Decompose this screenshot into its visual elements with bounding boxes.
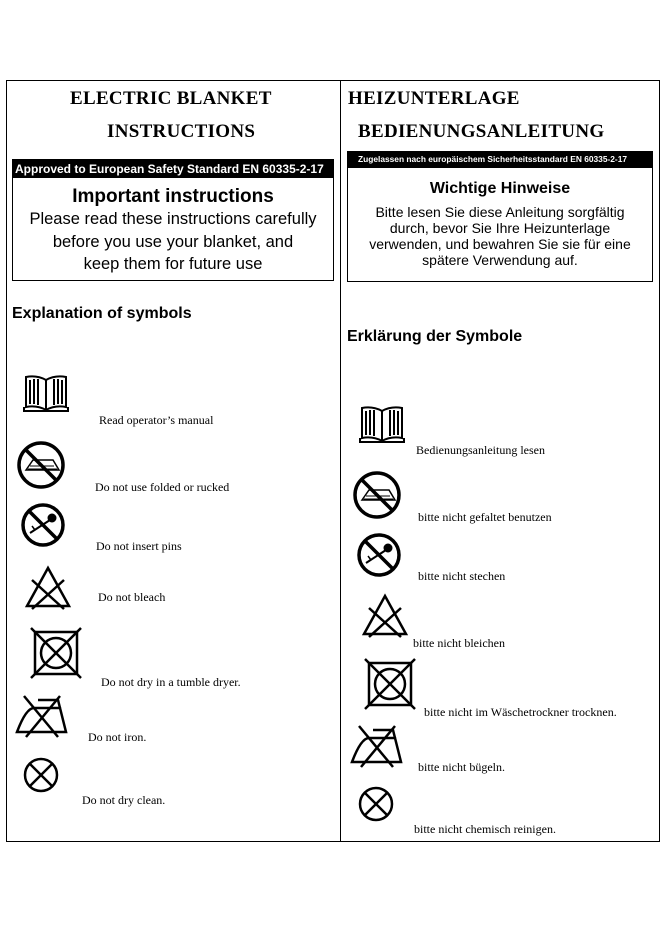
no-tumble-dry-icon (364, 658, 416, 710)
en-approval-banner (12, 159, 334, 178)
de-symbol-label-6: bitte nicht bügeln. (418, 760, 505, 774)
en-important-heading: Important instructions (72, 186, 274, 207)
en-symbol-label-5: Do not dry in a tumble dryer. (101, 675, 241, 689)
de-approval-text: Zugelassen nach europäischem Sicherheitsstandard EN 60335-2-17 (358, 154, 628, 164)
no-dry-clean-icon (22, 756, 60, 794)
de-important-line-3: verwenden, und bewahren Sie sie für eine (369, 236, 631, 252)
no-pins-icon (20, 502, 66, 548)
no-tumble-dry-icon (30, 627, 82, 679)
no-pins-icon (356, 532, 402, 578)
de-important-line-4: spätere Verwendung auf. (422, 252, 578, 268)
de-symbols-heading: Erklärung der Symbole (347, 328, 523, 345)
en-symbol-label-1: Read operator’s manual (99, 413, 214, 427)
en-important-line-2: before you use your blanket, and (52, 232, 294, 251)
en-symbols-heading: Explanation of symbols (12, 305, 192, 322)
no-folding-icon (352, 470, 402, 520)
de-symbol-label-4: bitte nicht bleichen (413, 636, 505, 650)
de-symbol-label-5: bitte nicht im Wäschetrockner trocknen. (424, 705, 617, 719)
no-iron-icon (14, 694, 70, 738)
en-important-line-1: Please read these instructions carefully (29, 210, 317, 228)
en-title-line2: INSTRUCTIONS (107, 121, 256, 142)
no-bleach-icon (24, 564, 72, 610)
en-approval-text: Approved to European Safety Standard EN 60335-2-17 (15, 161, 324, 176)
de-symbol-label-7: bitte nicht chemisch reinigen. (414, 822, 556, 836)
de-symbol-label-2: bitte nicht gefaltet benutzen (418, 510, 552, 524)
en-symbol-label-4: Do not bleach (98, 590, 166, 604)
column-divider (340, 80, 341, 842)
de-title-line1: HEIZUNTERLAGE (348, 88, 520, 109)
book-icon (22, 373, 70, 413)
en-title-line1: ELECTRIC BLANKET (70, 88, 272, 109)
de-title-line2: BEDIENUNGSANLEITUNG (358, 121, 605, 142)
de-approval-banner (347, 151, 653, 167)
en-important-line-3: keep them for future use (83, 255, 263, 273)
en-symbol-label-7: Do not dry clean. (82, 793, 166, 807)
de-important-heading: Wichtige Hinweise (429, 180, 571, 197)
de-symbol-label-3: bitte nicht stechen (418, 569, 506, 583)
en-important-box (12, 177, 334, 281)
no-iron-icon (349, 724, 405, 768)
de-symbol-label-1: Bedienungsanleitung lesen (416, 443, 545, 457)
en-symbol-label-2: Do not use folded or rucked (95, 480, 230, 494)
de-important-line-2: durch, bevor Sie Ihre Heizunterlage (389, 220, 611, 236)
de-important-line-1: Bitte lesen Sie diese Anleitung sorgfältig (375, 204, 625, 220)
de-important-box (347, 167, 653, 282)
en-symbol-label-3: Do not insert pins (96, 539, 182, 553)
book-icon (358, 404, 406, 444)
en-symbol-label-6: Do not iron. (88, 730, 147, 744)
no-folding-icon (16, 440, 66, 490)
no-bleach-icon (361, 592, 409, 638)
no-dry-clean-icon (357, 785, 395, 823)
